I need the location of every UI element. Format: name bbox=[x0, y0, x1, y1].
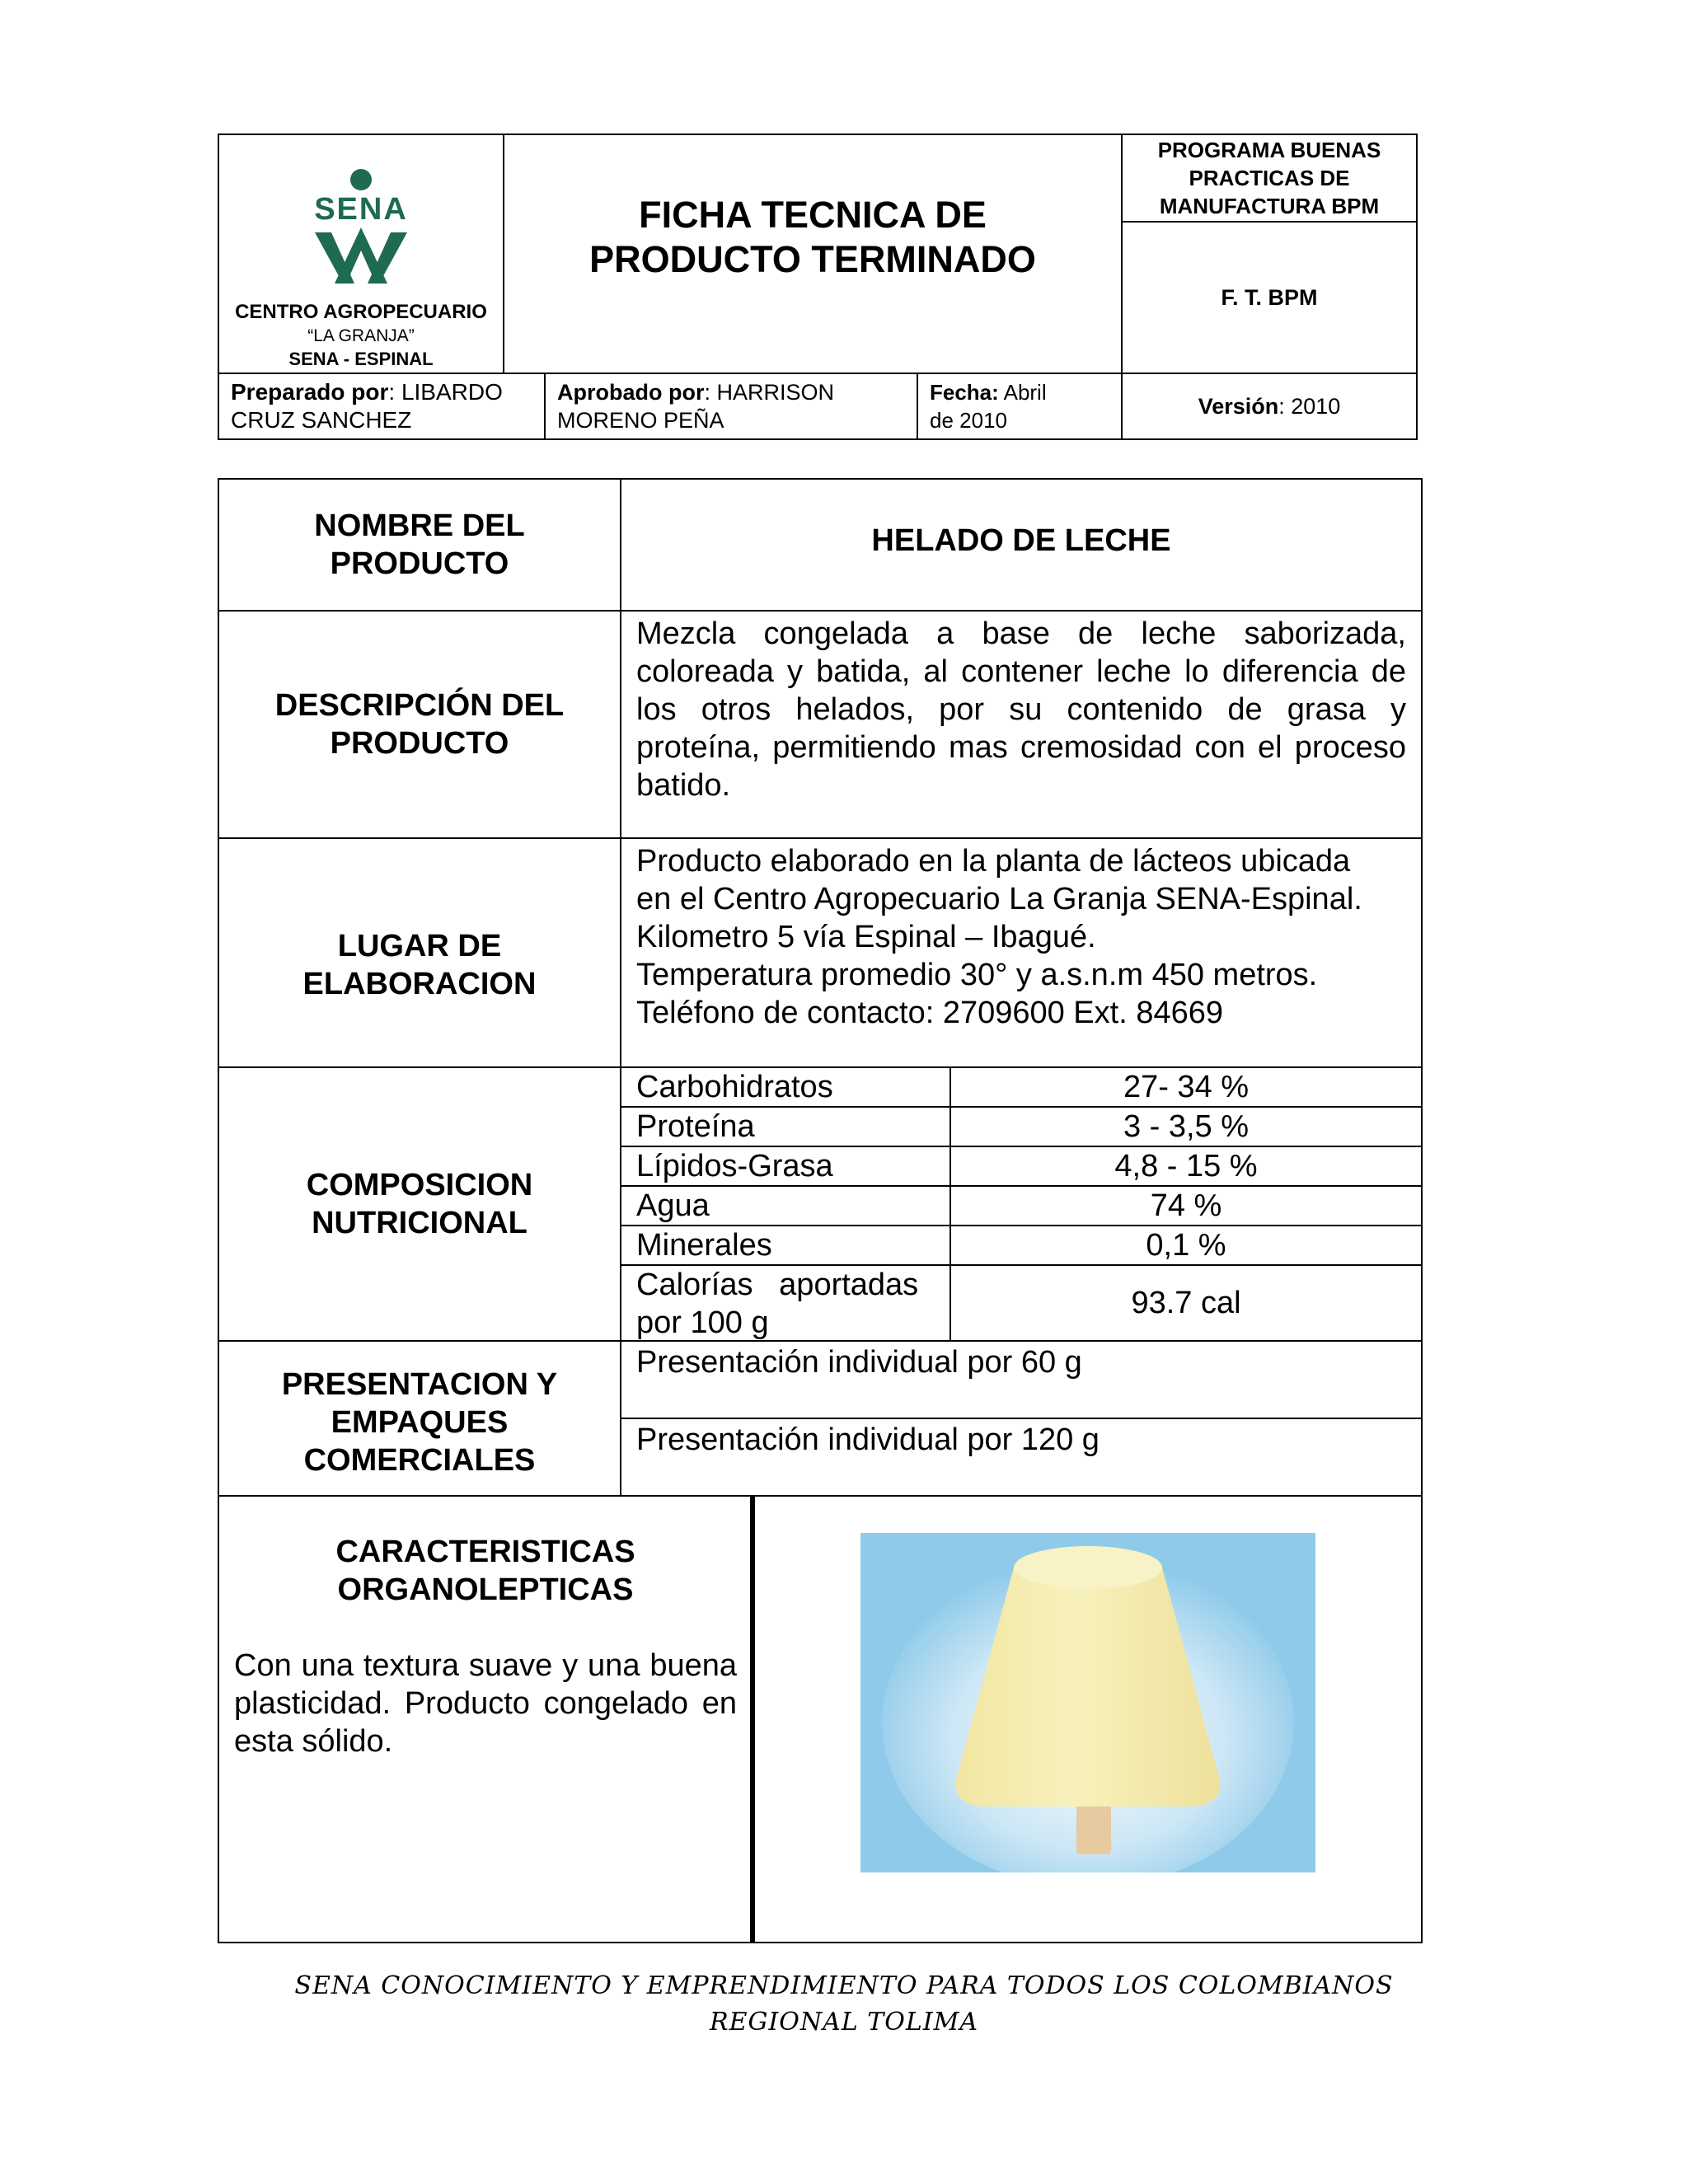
program-line-1: PROGRAMA BUENAS bbox=[1157, 138, 1381, 162]
approved-value-1: : HARRISON bbox=[704, 380, 835, 405]
description-label-2: PRODUCTO bbox=[330, 726, 509, 761]
product-name-label-1: NOMBRE DEL bbox=[314, 509, 525, 543]
center-location: SENA - ESPINAL bbox=[288, 349, 434, 369]
prepared-label: Preparado por bbox=[231, 379, 389, 405]
calories-name-2: por 100 g bbox=[636, 1305, 769, 1340]
date-cell bbox=[917, 373, 1123, 440]
document-footer bbox=[0, 1968, 1688, 2041]
prepared-by-cell bbox=[218, 373, 546, 440]
place-line: Temperatura promedio 30° y a.s.n.m 450 metros. bbox=[636, 958, 1318, 992]
svg-text:SENA: SENA bbox=[314, 192, 408, 227]
product-name-label bbox=[218, 478, 621, 612]
organoleptic-text: Con una textura suave y una buena plasticidad. Producto congelado en esta sólido. bbox=[234, 1648, 737, 1759]
nutrition-row-value: 4,8 - 15 % bbox=[950, 1146, 1423, 1187]
place-line: Producto elaborado en la planta de lácteos ubicada bbox=[636, 844, 1351, 879]
date-value-2: de 2010 bbox=[930, 408, 1007, 433]
program-cell bbox=[1121, 134, 1418, 223]
nutrition-row-name: Lípidos-Grasa bbox=[620, 1146, 951, 1187]
organoleptic-title-2: ORGANOLEPTICAS bbox=[337, 1572, 634, 1607]
presentation-label-1: PRESENTACION Y bbox=[281, 1367, 558, 1402]
center-sub: “LA GRANJA” bbox=[307, 326, 415, 345]
presentation-label bbox=[218, 1340, 621, 1497]
nutrition-row-value: 0,1 % bbox=[950, 1225, 1423, 1266]
ice-cream-photo bbox=[860, 1533, 1315, 1872]
title-line-2: PRODUCTO TERMINADO bbox=[589, 238, 1036, 280]
calories-name bbox=[620, 1264, 951, 1342]
nutrition-label-2: NUTRICIONAL bbox=[312, 1206, 528, 1240]
version-cell bbox=[1121, 373, 1418, 440]
nutrition-row-name: Carbohidratos bbox=[620, 1066, 951, 1108]
nutrition-row-name: Agua bbox=[620, 1185, 951, 1226]
footer-line-1: SENA CONOCIMIENTO Y EMPRENDIMIENTO PARA TODOS LOS COLOMBIANOS bbox=[294, 1971, 1394, 2000]
logo-cell bbox=[218, 134, 504, 374]
nutrition-label bbox=[218, 1066, 621, 1342]
title-line-1: FICHA TECNICA DE bbox=[639, 194, 987, 236]
program-line-2: PRACTICAS DE bbox=[1189, 166, 1350, 190]
place-line: en el Centro Agropecuario La Granja SENA-Espinal. bbox=[636, 882, 1362, 916]
document-title bbox=[503, 134, 1123, 374]
place-label-2: ELABORACION bbox=[302, 967, 537, 1001]
calories-name-1: Calorías aportadas bbox=[636, 1268, 919, 1302]
nutrition-table bbox=[620, 1066, 1423, 1342]
organoleptic-title-1: CARACTERISTICAS bbox=[335, 1535, 635, 1569]
product-photo-cell bbox=[752, 1495, 1423, 1943]
description-label-1: DESCRIPCIÓN DEL bbox=[274, 688, 565, 723]
organoleptic-title bbox=[234, 1533, 737, 1609]
place-line: Teléfono de contacto: 2709600 Ext. 84669 bbox=[636, 996, 1223, 1030]
description-label bbox=[218, 610, 621, 839]
date-value-1: Abril bbox=[998, 380, 1047, 405]
nutrition-row-name: Minerales bbox=[620, 1225, 951, 1266]
document-header bbox=[218, 134, 1418, 440]
nutrition-row-name: Proteína bbox=[620, 1106, 951, 1147]
presentation-label-3: COMERCIALES bbox=[303, 1443, 536, 1478]
nutrition-row-value: 27- 34 % bbox=[950, 1066, 1423, 1108]
approved-label: Aprobado por bbox=[557, 380, 705, 405]
organoleptic-cell bbox=[218, 1495, 755, 1943]
nutrition-label-1: COMPOSICION bbox=[306, 1168, 533, 1202]
program-line-3: MANUFACTURA BPM bbox=[1159, 194, 1380, 218]
footer-line-2: REGIONAL TOLIMA bbox=[709, 2008, 979, 2036]
prepared-value-2: CRUZ SANCHEZ bbox=[231, 407, 412, 433]
place-label-1: LUGAR DE bbox=[337, 929, 502, 963]
presentation-label-2: EMPAQUES bbox=[331, 1405, 509, 1440]
product-name-value: HELADO DE LECHE bbox=[620, 478, 1423, 612]
product-name-label-2: PRODUCTO bbox=[330, 546, 509, 581]
prepared-value-1: : LIBARDO bbox=[388, 379, 503, 405]
presentation-item: Presentación individual por 120 g bbox=[620, 1418, 1423, 1497]
place-line: Kilometro 5 vía Espinal – Ibagué. bbox=[636, 920, 1096, 954]
approved-by-cell bbox=[544, 373, 918, 440]
sena-logo bbox=[295, 168, 427, 292]
version-label: Versión bbox=[1198, 393, 1279, 419]
product-sheet-table bbox=[218, 478, 1423, 1943]
nutrition-row-value: 3 - 3,5 % bbox=[950, 1106, 1423, 1147]
description-value: Mezcla congelada a base de leche saborizada, coloreada y batida, al contener leche lo diferencia de los otros helados, por su contenido de grasa y proteína, permitiendo mas cremosidad con el proceso batido. bbox=[620, 610, 1423, 839]
document-code: F. T. BPM bbox=[1121, 221, 1418, 374]
center-name: CENTRO AGROPECUARIO bbox=[235, 301, 487, 323]
presentation-item: Presentación individual por 60 g bbox=[620, 1340, 1423, 1419]
place-label bbox=[218, 837, 621, 1068]
calories-value: 93.7 cal bbox=[950, 1264, 1423, 1342]
place-value bbox=[620, 837, 1423, 1068]
approved-value-2: MORENO PEÑA bbox=[557, 408, 724, 433]
version-value: : 2010 bbox=[1278, 393, 1341, 419]
date-label: Fecha: bbox=[930, 380, 999, 405]
nutrition-row-value: 74 % bbox=[950, 1185, 1423, 1226]
